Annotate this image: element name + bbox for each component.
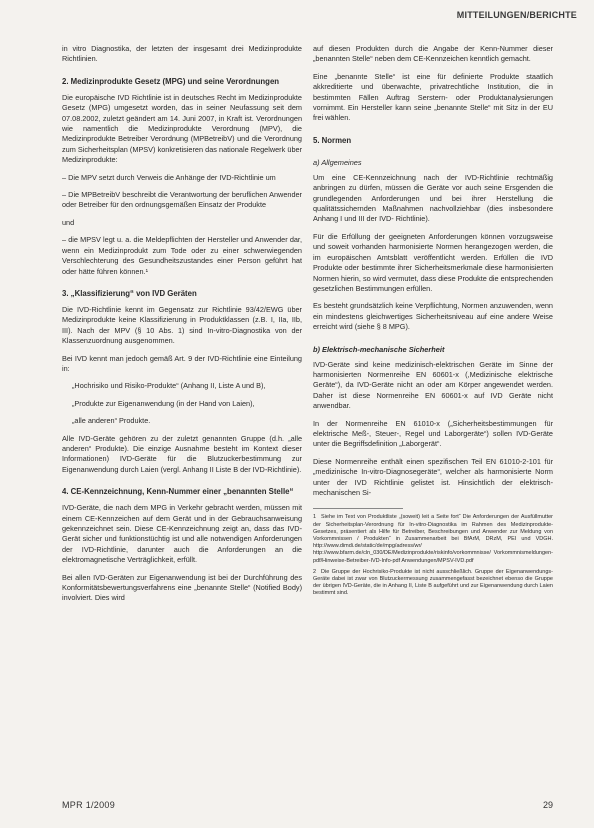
intro-paragraph: in vitro Diagnostika, der letzten der insgesamt drei Medizinprodukte Richtlinien. [62, 44, 302, 64]
footnote-divider [313, 508, 403, 509]
section-5a-paragraph-1: Um eine CE-Kennzeichnung nach der IVD-Richtlinie rechtmäßig anbringen zu dürfen, müssen die Geräte vor auch seine Ersgenden die grundlegenden Anforderungen und bei ihrer Herstellung die qualitätssichernden Maßnahmen nachvollziehbar (dies insbesondere Anhang I und III der IVD- Richtlinie). [313, 172, 553, 224]
footnote-2-number: 2 [313, 568, 317, 575]
section-5b-paragraph-3: Diese Normenreihe enthält einen spezifischen Teil EN 61010-2-101 für „medizinische In-vitro-Diagnosegeräte“, welcher als harmonisierte Norm unter der IVD Richtlinie gelistet ist. Hinsichtlich der elektrisch-mechanischen Si- [313, 456, 553, 497]
section-3-paragraph-2: Bei IVD kennt man jedoch gemäß Art. 9 der IVD-Richtlinie eine Einteilung in: [62, 353, 302, 373]
section-5-heading: 5. Normen [313, 135, 352, 145]
section-2-und: und [62, 217, 75, 227]
right-column [313, 44, 553, 602]
page-number: 29 [542, 800, 553, 810]
section-2-paragraph: Die europäische IVD Richtlinie ist in deutsches Recht im Medizinprodukte Gesetz (MPG) umgesetzt worden, das in seiner Neufassung seit dem 07.08.2002, zuletzt geändert am 14. Juni 2007, in Kraft ist. Verordnungen wie namentlich die Medizinprodukte Verordnung (MPV), die Medizinprodukte Betreiber Verordnung (MPBetreibV) und die Verordnung zum Sicherheitsplan (MPSV) konkretisieren das nationale Regelwerk über Medizinprodukte: [62, 92, 302, 165]
section-4-paragraph-2: Bei allen IVD-Geräten zur Eigenanwendung ist bei der Durchführung des Konformitätsbewertungsverfahrens eine „benannte Stelle“ (Notified Body) involviert. Dies wird [62, 572, 302, 603]
section-3-item-alle-anderen: „alle anderen“ Produkte. [72, 416, 151, 426]
section-3-paragraph-3: Alle IVD-Geräte gehören zu der zuletzt genannten Gruppe (d.h. „alle anderen“ Produkte). Die einzige Ausnahme besteht im Kontext dieser Informationen) IVD-Geräte für die Blutzuckerbestimmung zur Eigenanwendung durch Laien (vergl. Anhang II Liste B der IVD-Richtlinie). [62, 433, 302, 474]
section-header: MITTEILUNGEN/BERICHTE [456, 10, 577, 20]
section-5a-paragraph-3: Es besteht grundsätzlich keine Verpflichtung, Normen anzuwenden, wenn ein mindestens gleichwertiges Sicherheitsniveau auf eine andere Weise erreicht wird (siehe § 8 MPG). [313, 301, 553, 332]
footnote-2-text: Die Gruppe der Hochrisiko-Produkte ist nicht ausschließlich. Gruppe der Eigenanwendungs-Geräte dabei ist zwar von Blutzuckermessung zusammengefasst bezeichnet ebenso die Gruppe der übrigen IVD-Geräte, die in Anhang II, Liste B aufgeführt und zur Eigenanwendung durch Laien bestimmt sind. [313, 568, 553, 597]
section-4-heading: 4. CE-Kennzeichnung, Kenn-Nummer einer „benannten Stelle“ [62, 487, 294, 497]
footnote-1-text: Siehe im Text von Produktliste „(soweit) leit a Seite fort“ Die Anforderungen der Ausfüllmutter der Sicherheitsplan-Verordnung für In-vitro-Diagnostika im Rahmen des Medizinprodukte-Gesetzes, präsentiert als Hilfe für Betreiber, Beschreibungen und Anwender zur Meldung von Vorkommnissen / Produkten“ in Zusammenarbeit bei BfArM, DRzM, PEI und VDGH. http://www.dimdi.de/static/de/mpg/adress/wr/ http://www.bfarm.de/cln_030/DE/Medizinprodukte/riskinfo/vorkommnisse/ Vorkommnismeldungen-pdf/Hinweise-Betreiber-IVD-Info-pdf Anwendungen/MPSV-IVD.pdf [313, 514, 553, 564]
section-2-bullet-mpv: – Die MPV setzt durch Verweis die Anhänge der IVD-Richtlinie um [62, 172, 276, 182]
footnote-1 [313, 514, 553, 564]
continuation-paragraph: auf diesen Produkten durch die Angabe der Kenn-Nummer dieser „benannten Stelle“ neben dem CE-Kennzeichen kenntlich gemacht. [313, 44, 553, 64]
left-column [62, 44, 302, 611]
section-5b-heading: b) Elektrisch-mechanische Sicherheit [313, 344, 445, 354]
section-3-item-eigenanwendung: „Produkte zur Eigenanwendung (in der Hand von Laien), [72, 398, 255, 408]
footnote-1-number: 1 [313, 514, 317, 521]
section-5a-heading: a) Allgemeines [313, 157, 362, 167]
section-5b-paragraph-1: IVD-Geräte sind keine medizinisch-elektrischen Geräte im Sinne der harmonisierten Normenreihe EN 60601-x (,Medizinische elektrische Geräte“), da IVD-Geräte nicht an oder am Körper angewendet werden. Daher ist diese Normenreihe EN 60601-x auf IVD Geräte nicht anwendbar. [313, 359, 553, 411]
section-2-heading: 2. Medizinprodukte Gesetz (MPG) und seine Verordnungen [62, 76, 280, 86]
footnote-2 [313, 569, 553, 598]
journal-footer: MPR 1/2009 [62, 800, 116, 810]
section-2-bullet-mpsv: – die MPSV legt u. a. die Meldepflichten der Hersteller und Anwender dar, wenn ein Medizinprodukt zum Tode oder zu einer schwerwiegenden Verschlechterung des Gesundheitszustandes einer Person geführt hat oder hätte führen können.¹ [62, 235, 302, 276]
section-4-paragraph-1: IVD-Geräte, die nach dem MPG in Verkehr gebracht werden, müssen mit einem CE-Kennzeichen auf dem Gerät und in der Gebrauchsanweisung gekennzeichnet sein. Diese CE-Kennzeichnung zeigt an, dass das IVD-Gerät sicher und funktionstüchtig ist und alle notwendigen Anforderungen der IVD-Richtlinie, darunter auch die Anforderungen an die elektromagnetische Verträglichkeit, erfüllt. [62, 503, 302, 565]
section-5b-paragraph-2: In der Normenreihe EN 61010-x („Sicherheitsbestimmungen für elektrische Meß-, Steuer-, Regel und Laborgeräte“) sollen IVD-Geräte unter die Begriffsdefinition „Laborgerät“. [313, 418, 553, 449]
section-3-item-hochrisiko: „Hochrisiko und Risiko-Produkte“ (Anhang II, Liste A und B), [72, 381, 266, 391]
section-2-bullet-mpbetreibv: – Die MPBetreibV beschreibt die Verantwortung der beruflichen Anwender oder Betreiber für den ordnungsgemäßen Einsatz der Produkte [62, 190, 302, 210]
section-3-paragraph-1: Die IVD-Richtlinie kennt im Gegensatz zur Richtlinie 93/42/EWG über Medizinprodukte keine Klassifizierung in Produktklassen (z.B. I, IIa, IIb, III). Nach der MPV (§ 10 Abs. 1) sind In-vitro-Diagnostika von der Klassenzuordnung ausgenommen. [62, 304, 302, 346]
section-5a-paragraph-2: Für die Erfüllung der geeigneten Anforderungen können vorzugsweise und soweit vorhanden harmonisierte Normen herangezogen werden, die im europäischen Amtsblatt veröffentlicht werden. Erfüllen die IVD Produkte oder bestimmte ihrer Sicherheitsmerkmale diese harmonisierten Normen hierin, so wird vermutet, dass diese Produkte die entsprechenden gesetzlichen Bestimmungen erfüllen. [313, 231, 553, 293]
section-3-heading: 3. „Klassifizierung“ von IVD Geräten [62, 288, 197, 298]
benannte-stelle-paragraph: Eine „benannte Stelle“ ist eine für definierte Produkte staatlich akkreditierte und überwachte, privatrechtliche Institution, die in bestimmten Fällen Auftrag Serstern- oder Produktanalysierungen vornimmt. Ein Hersteller kann seine „benannte Stelle“ mit Sitz in der EU frei wählen. [313, 71, 553, 123]
